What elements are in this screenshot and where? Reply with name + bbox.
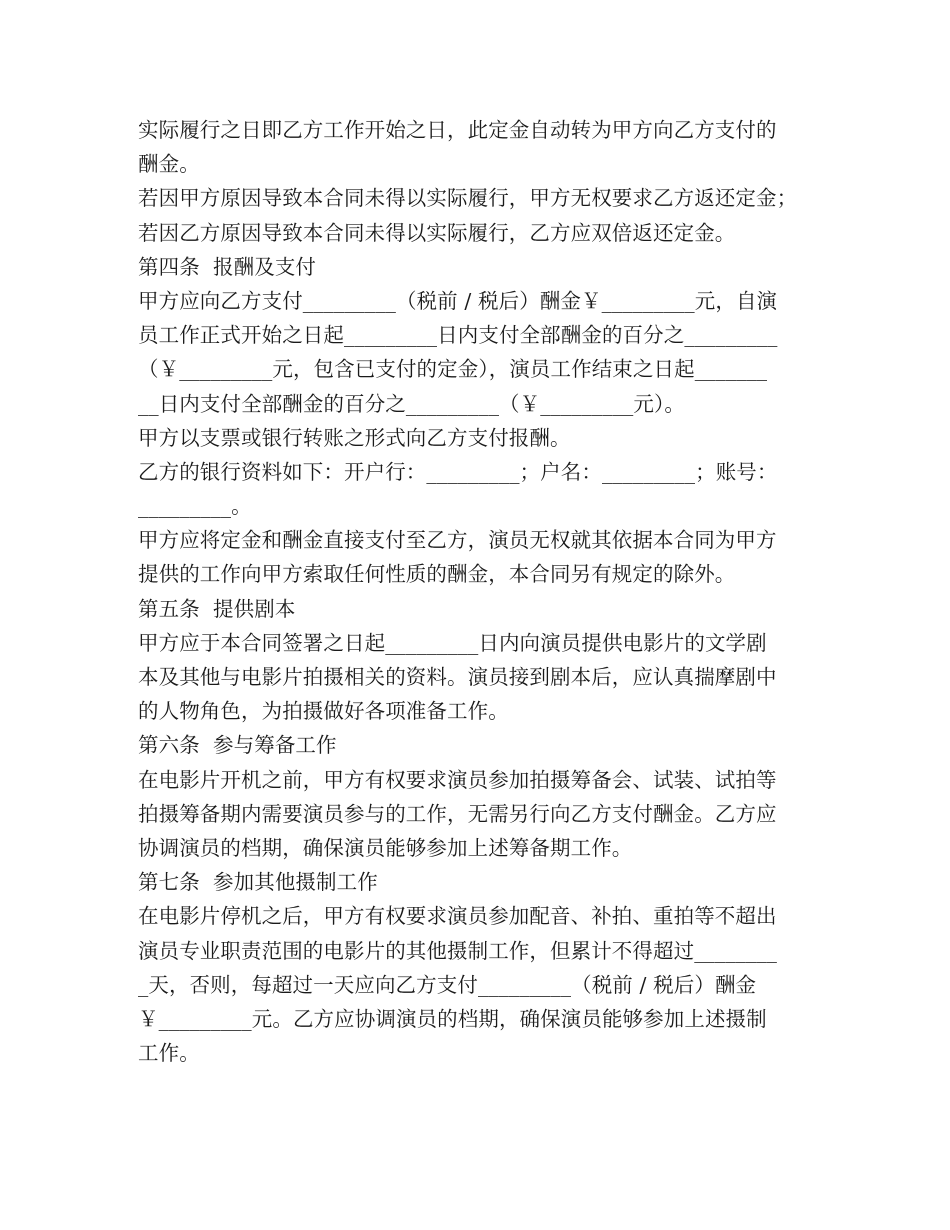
body-line: 员工作正式开始之日起_________日内支付全部酬金的百分之_________ (138, 323, 778, 348)
body-line: 甲方应将定金和酬金直接支付至乙方，演员无权就其依据本合同为甲方 (138, 528, 777, 553)
section-heading: 第七条 参加其他摄制工作 (138, 870, 378, 895)
body-line: 工作。 (138, 1041, 200, 1066)
body-line: （￥_________元，包含已支付的定金），演员工作结束之日起_______ (138, 357, 768, 382)
body-line: __日内支付全部酬金的百分之_________（￥_________元）。 (138, 391, 685, 416)
body-line: 协调演员的档期，确保演员能够参加上述筹备期工作。 (138, 835, 633, 860)
body-line: 若因甲方原因导致本合同未得以实际履行，甲方无权要求乙方返还定金； (138, 186, 798, 211)
body-line: 乙方的银行资料如下：开户行：_________；户名：_________；账号： (138, 459, 778, 484)
section-heading: 第四条 报酬及支付 (138, 254, 317, 279)
body-line: 甲方应于本合同签署之日起_________日内向演员提供电影片的文学剧 (138, 630, 767, 655)
body-line: 酬金。 (138, 152, 200, 177)
body-line: 拍摄筹备期内需要演员参与的工作，无需另行向乙方支付酬金。乙方应 (138, 801, 777, 826)
body-line: 演员专业职责范围的电影片的其他摄制工作，但累计不得超过________ (138, 938, 777, 963)
body-line: 甲方以支票或银行转账之形式向乙方支付报酬。 (138, 425, 571, 450)
body-line: ￥_________元。乙方应协调演员的档期，确保演员能够参加上述摄制 (138, 1006, 767, 1031)
section-heading: 第五条 提供剧本 (138, 596, 296, 621)
body-line: _天，否则，每超过一天应向乙方支付_________（税前 / 税后）酬金 (138, 972, 757, 997)
document-body (138, 113, 818, 1070)
body-line: 提供的工作向甲方索取任何性质的酬金，本合同另有规定的除外。 (138, 562, 736, 587)
section-heading: 第六条 参与筹备工作 (138, 733, 337, 758)
body-line: 的人物角色，为拍摄做好各项准备工作。 (138, 699, 509, 724)
body-line: 在电影片停机之后，甲方有权要求演员参加配音、补拍、重拍等不超出 (138, 904, 777, 929)
body-line: 实际履行之日即乙方工作开始之日，此定金自动转为甲方向乙方支付的 (138, 118, 777, 142)
body-line: 若因乙方原因导致本合同未得以实际履行，乙方应双倍返还定金。 (138, 220, 736, 245)
body-line: 在电影片开机之前，甲方有权要求演员参加拍摄筹备会、试装、试拍等 (138, 767, 777, 792)
body-line: 甲方应向乙方支付_________（税前 / 税后）酬金￥_________元，自演 (138, 288, 778, 313)
body-line: _________。 (138, 494, 252, 519)
body-line: 本及其他与电影片拍摄相关的资料。演员接到剧本后，应认真揣摩剧中 (138, 665, 777, 689)
